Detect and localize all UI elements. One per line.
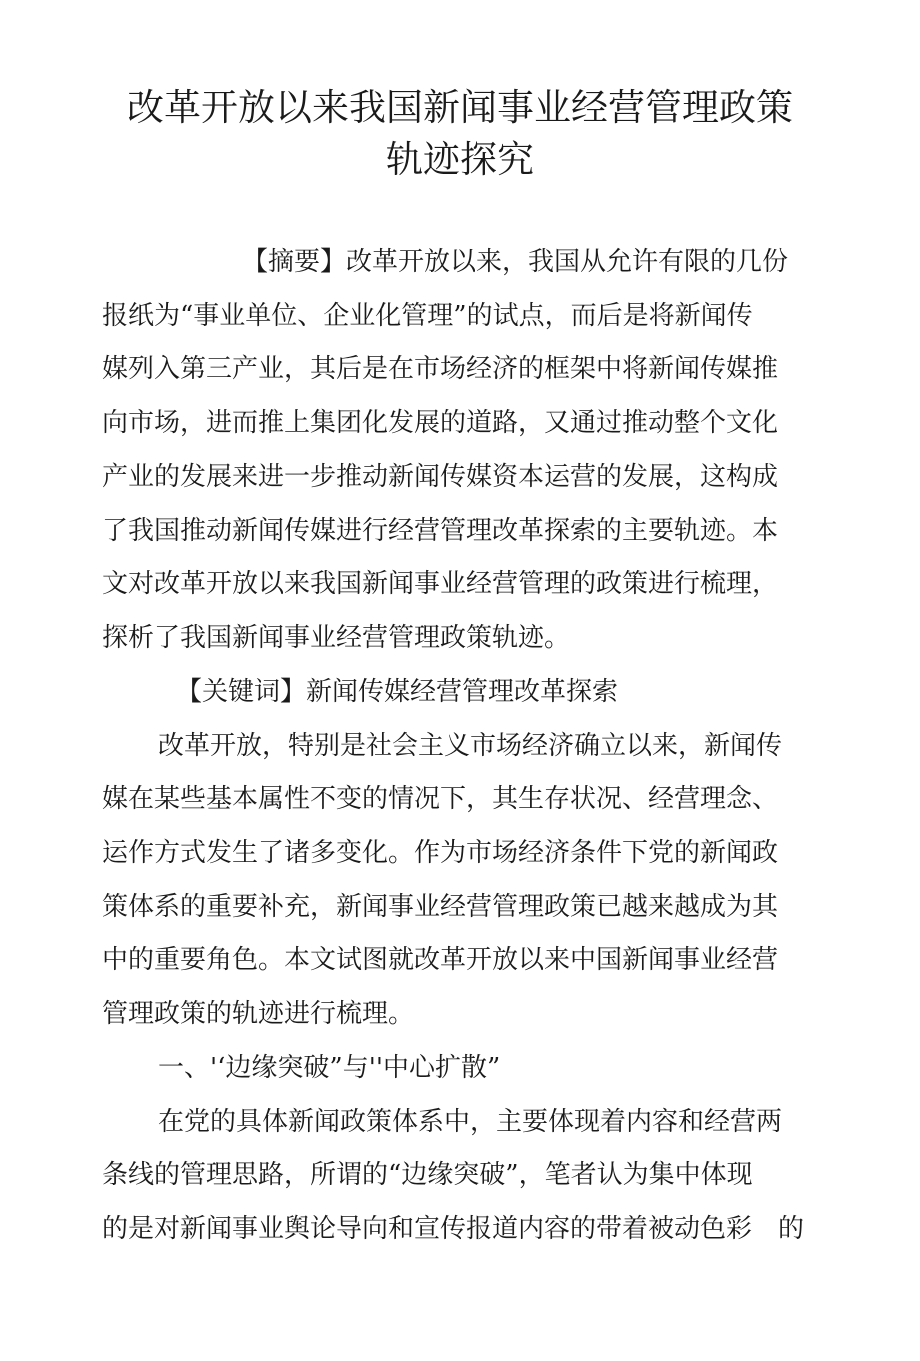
section-heading: 一、'‘边缘突破”与''中心扩散” [158, 1053, 501, 1083]
abstract-line: 探析了我国新闻事业经营管理政策轨迹。 [102, 623, 571, 653]
intro-line: 策体系的重要补充，新闻事业经营管理政策已越来越成为其 [102, 892, 779, 922]
intro-line: 中的重要角色。本文试图就改革开放以来中国新闻事业经营 [102, 945, 779, 975]
keywords-line: 【关键词】新闻传媒经营管理改革探索 [176, 677, 619, 707]
abstract-line: 媒列入第三产业，其后是在市场经济的框架中将新闻传媒推 [102, 354, 779, 384]
abstract-line: 【摘要】改革开放以来，我国从允许有限的几份 [242, 247, 789, 277]
intro-line: 改革开放，特别是社会主义市场经济确立以来，新闻传 [158, 731, 783, 761]
abstract-line: 文对改革开放以来我国新闻事业经营管理的政策进行梳理， [102, 569, 779, 599]
abstract-line: 报纸为“事业单位、企业化管理”的试点，而后是将新闻传 [102, 301, 753, 331]
document-title-line-1: 改革开放以来我国新闻事业经营管理政策 [127, 86, 793, 129]
intro-line: 媒在某些基本属性不变的情况下，其生存状况、经营理念、 [102, 784, 779, 814]
intro-line: 运作方式发生了诸多变化。作为市场经济条件下党的新闻政 [102, 838, 779, 868]
section-line: 在党的具体新闻政策体系中，主要体现着内容和经营两 [158, 1107, 783, 1137]
section-line: 条线的管理思路，所谓的“边缘突破”，笔者认为集中体现 [102, 1160, 753, 1190]
abstract-line: 了我国推动新闻传媒进行经营管理改革探索的主要轨迹。本 [102, 516, 779, 546]
section-line: 的是对新闻事业舆论导向和宣传报道内容的带着被动色彩 的 [102, 1214, 805, 1244]
abstract-line: 产业的发展来进一步推动新闻传媒资本运营的发展，这构成 [102, 462, 779, 492]
abstract-line: 向市场，进而推上集团化发展的道路，又通过推动整个文化 [102, 408, 779, 438]
document-title-line-2: 轨迹探究 [386, 138, 534, 181]
intro-line: 管理政策的轨迹进行梳理。 [102, 999, 415, 1029]
